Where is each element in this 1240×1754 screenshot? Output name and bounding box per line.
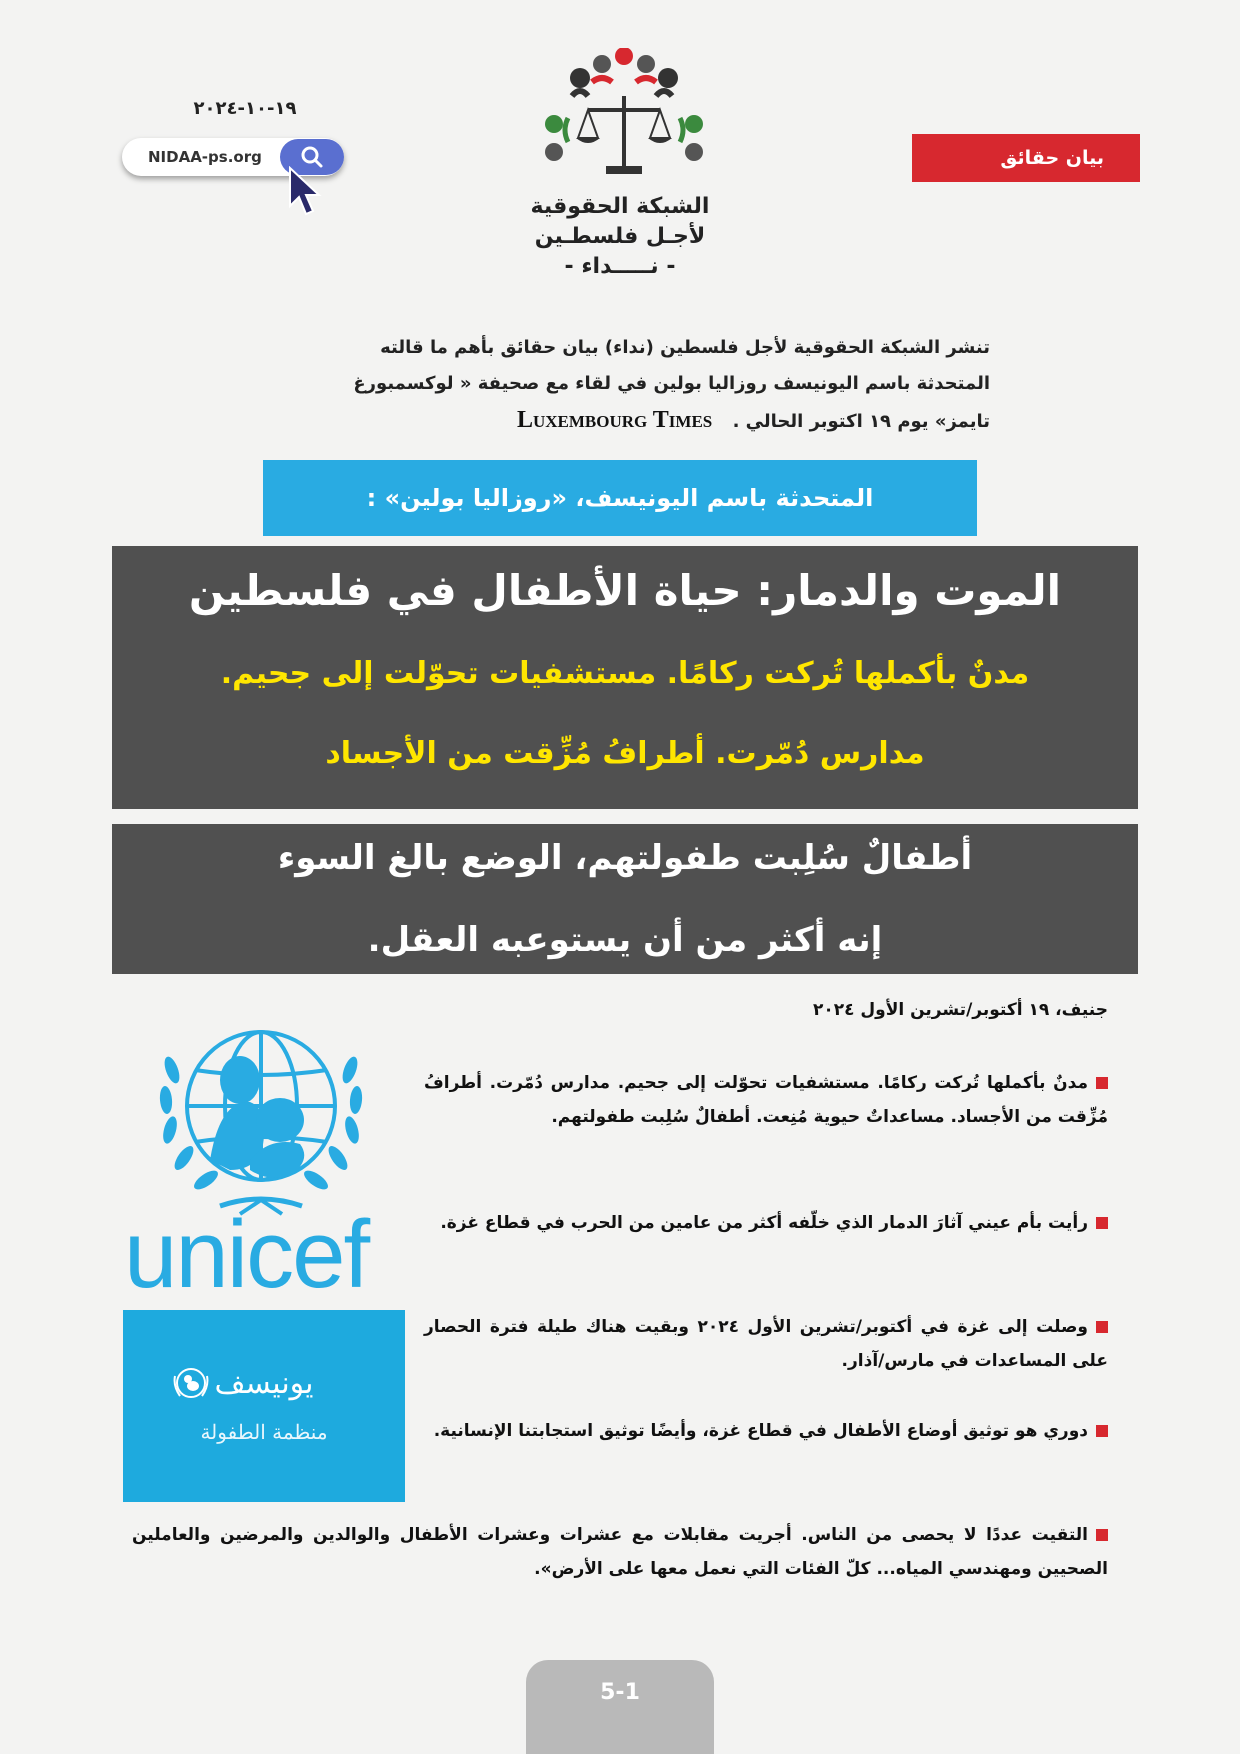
fact-bullet xyxy=(424,1206,1108,1240)
page-number: 5-1 xyxy=(526,1660,714,1754)
org-name-line3: - نـــــداء - xyxy=(564,254,676,279)
unicef-arabic-subtitle: منظمة الطفولة xyxy=(200,1420,328,1444)
org-name-line2: لأجـل فلسطـين xyxy=(534,224,706,249)
quote-line: أطفالٌ سُلِبت طفولتهم، الوضع بالغ السوء xyxy=(277,838,973,878)
fact-bullet xyxy=(424,1310,1108,1378)
headline-subtitle: مدنٌ بأكملها تُركت ركامًا. مستشفيات تحوّلت إلى جحيم. xyxy=(220,656,1030,691)
fact-text: وصلت إلى غزة في أكتوبر/تشرين الأول ٢٠٢٤ وبقيت هناك طيلة فترة الحصار على المساعدات في مارس/آذار. xyxy=(424,1317,1108,1371)
intro-line: تنشر الشبكة الحقوقية لأجل فلسطين (نداء) بيان حقائق بأهم ما قالته xyxy=(380,337,990,358)
fact-bullet xyxy=(424,1414,1108,1448)
intro-line: المتحدثة باسم اليونيسف روزاليا بولين في لقاء مع صحيفة « لوكسمبورغ xyxy=(353,373,990,394)
fact-text: التقيت عددًا لا يحصى من الناس. أجريت مقابلات مع عشرات وعشرات الأطفال والوالدين والمرضين والعاملين الصحيين ومهندسي المياه... كلّ الفئات التي نعمل معها على الأرض». xyxy=(132,1525,1108,1579)
headline-subtitle: مدارس دُمّرت. أطرافُ مُزِّقت من الأجساد xyxy=(325,736,925,771)
fact-text: دوري هو توثيق أوضاع الأطفال في قطاع غزة، وأيضًا توثيق استجابتنا الإنسانية. xyxy=(433,1421,1088,1441)
unicef-wordmark: unicef xyxy=(124,1201,369,1308)
bullet-square-icon xyxy=(1096,1217,1108,1229)
dateline: جنيف، ١٩ أكتوبر/تشرين الأول ٢٠٢٤ xyxy=(812,1000,1108,1020)
fact-bullet xyxy=(424,1066,1108,1134)
bullet-square-icon xyxy=(1096,1529,1108,1541)
org-name xyxy=(500,192,740,282)
bullet-square-icon xyxy=(1096,1321,1108,1333)
bullet-square-icon xyxy=(1096,1077,1108,1089)
org-name-line1: الشبكة الحقوقية xyxy=(530,194,710,219)
intro-line-3 xyxy=(250,402,990,440)
org-logo-icon xyxy=(532,48,712,188)
unicef-arabic-badge xyxy=(123,1310,405,1502)
speaker-heading: المتحدثة باسم اليونيسف، «روزاليا بولين» : xyxy=(263,460,977,536)
fact-text: رأيت بأم عيني آثارَ الدمار الذي خلّفه أكثر من عامين من الحرب في قطاع غزة. xyxy=(440,1213,1088,1233)
newspaper-name: Luxembourg Times xyxy=(516,407,713,433)
website-url[interactable]: NIDAA-ps.org xyxy=(148,148,262,166)
fact-bullet xyxy=(132,1518,1108,1586)
intro-paragraph xyxy=(250,330,990,440)
issue-date: ١٩-١٠-٢٠٢٤ xyxy=(193,98,297,119)
unicef-arabic-name: يونيسف xyxy=(214,1366,314,1401)
intro-line: تايمز» يوم ١٩ اكتوبر الحالي . xyxy=(732,411,990,432)
bullet-square-icon xyxy=(1096,1425,1108,1437)
cursor-icon xyxy=(288,166,324,226)
unicef-emblem-icon xyxy=(150,1010,372,1228)
document-type-label: بيان حقائق xyxy=(912,134,1140,182)
fact-text: مدنٌ بأكملها تُركت ركامًا. مستشفيات تحوّلت إلى جحيم. مدارس دُمّرت. أطرافُ مُزِّقت من الأجساد. مساعداتٌ حيوية مُنِعت. أطفالٌ سُلِبت طفولتهم. xyxy=(424,1073,1108,1127)
headline-title: الموت والدمار: حياة الأطفال في فلسطين xyxy=(188,566,1062,615)
quote-line: إنه أكثر من أن يستوعبه العقل. xyxy=(367,920,883,960)
